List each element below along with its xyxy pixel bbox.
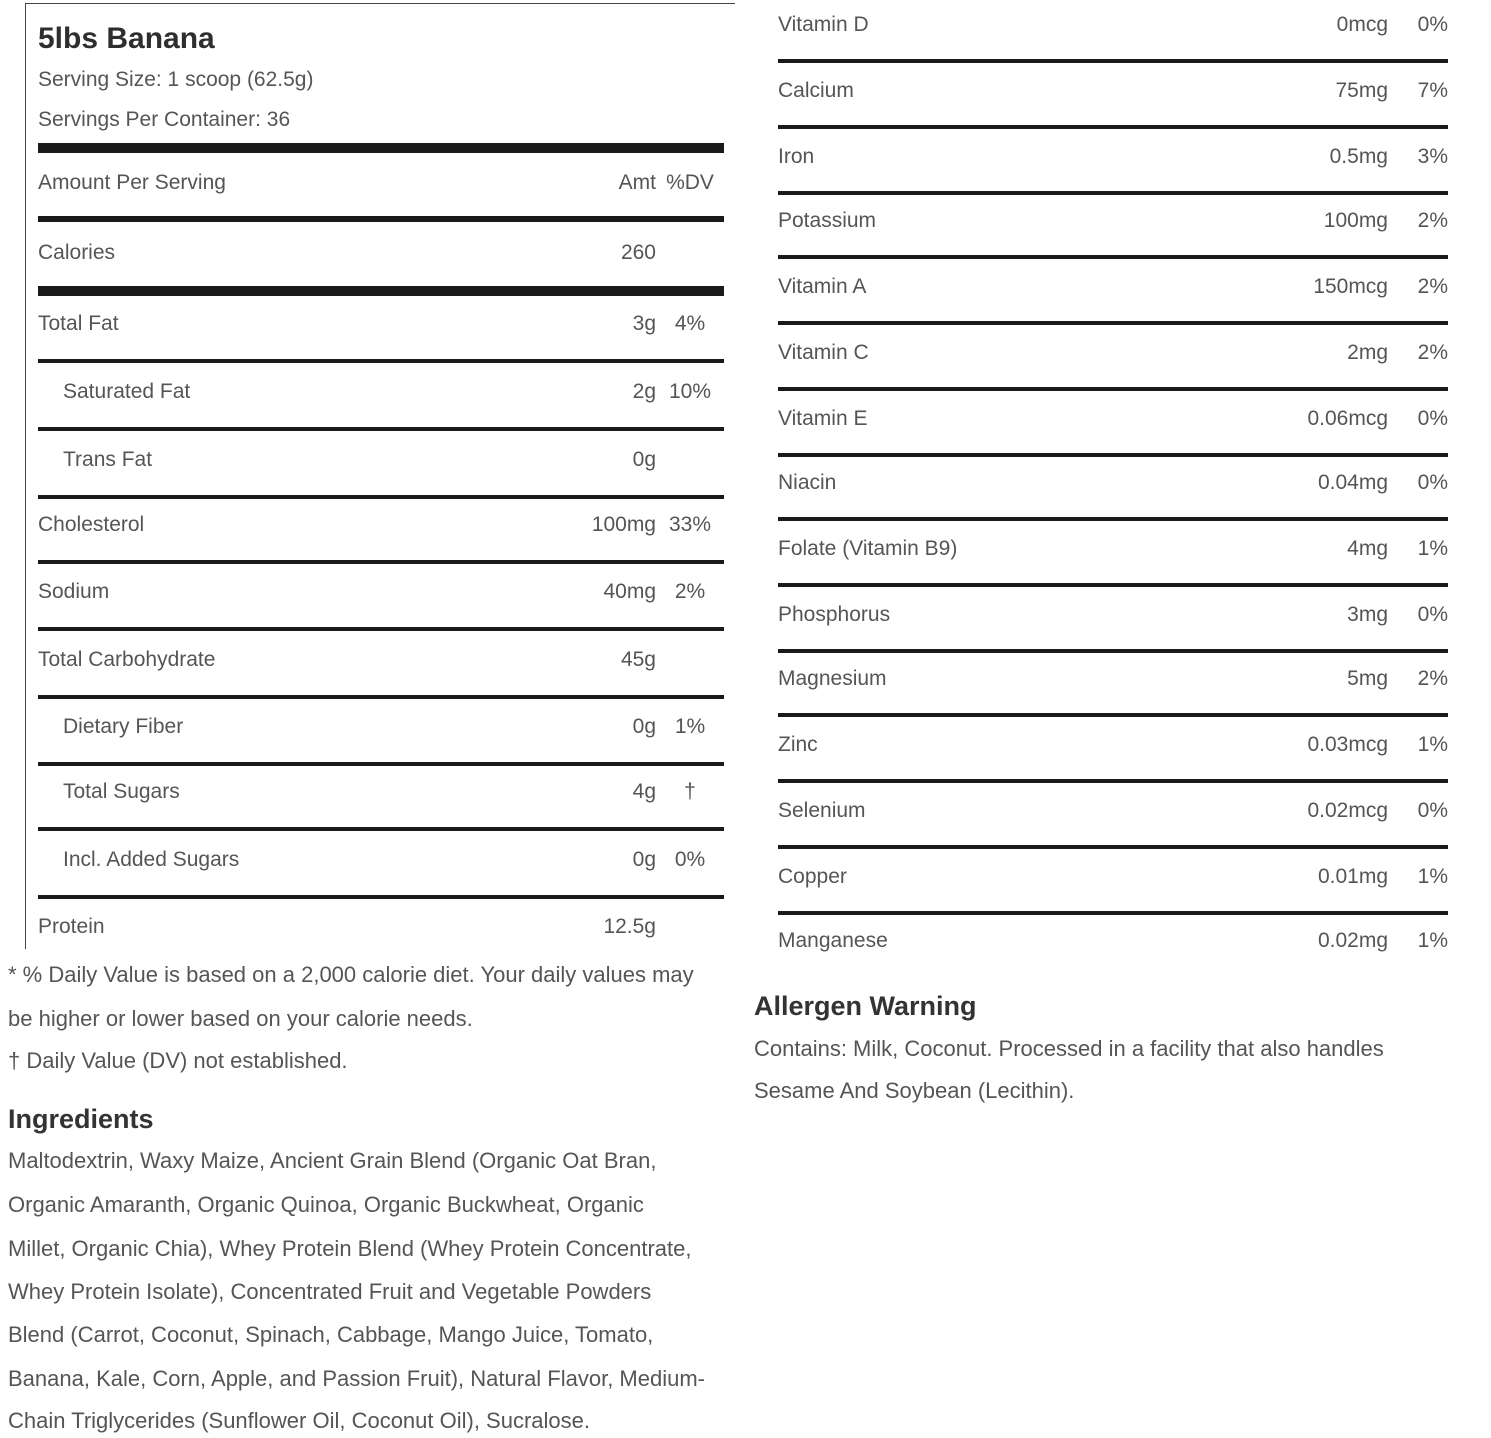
nutrient-daily-value: 33% [668, 513, 712, 536]
nutrient-amount: 12.5g [603, 915, 656, 938]
allergen-warning-title: Allergen Warning [754, 991, 977, 1021]
nutrient-amount: 0.06mcg [1307, 407, 1388, 430]
amount-per-serving-label: Amount Per Serving [38, 171, 226, 194]
nutrient-row [38, 912, 724, 942]
nutrient-row [778, 338, 1448, 368]
nutrient-row [778, 272, 1448, 302]
row-divider [38, 495, 724, 499]
row-divider [38, 695, 724, 699]
nutrient-label: Selenium [778, 799, 866, 822]
nutrient-row [778, 664, 1448, 694]
nutrient-row [778, 206, 1448, 236]
nutrient-daily-value: 0% [674, 848, 706, 871]
nutrient-daily-value: 0% [1417, 407, 1448, 430]
nutrient-amount: 0g [632, 448, 656, 471]
nutrient-amount: 100mg [591, 513, 656, 536]
row-divider [778, 713, 1448, 717]
nutrient-label: Trans Fat [63, 448, 153, 471]
nutrient-amount: 150mcg [1313, 275, 1388, 298]
nutrient-label: Saturated Fat [63, 380, 191, 403]
nutrient-amount: 0g [632, 715, 656, 738]
row-divider [778, 59, 1448, 63]
row-divider [38, 560, 724, 564]
row-divider [778, 453, 1448, 457]
ingredients-line: Chain Triglycerides (Sunflower Oil, Coconut Oil), Sucralose. [8, 1408, 591, 1433]
row-divider [778, 191, 1448, 195]
nutrient-daily-value: 0% [1417, 471, 1448, 494]
nutrient-label: Manganese [778, 929, 888, 952]
nutrient-row [778, 76, 1448, 106]
nutrient-daily-value: 3% [1417, 145, 1448, 168]
nutrient-amount: 75mg [1335, 79, 1388, 102]
nutrient-amount: 40mg [603, 580, 656, 603]
nutrient-daily-value: 2% [1417, 275, 1448, 298]
nutrient-amount: 3mg [1347, 603, 1388, 626]
nutrient-label: Iron [778, 145, 815, 168]
row-divider [38, 827, 724, 831]
row-divider [38, 895, 724, 899]
amt-header: Amt [618, 171, 656, 194]
footnote-dv-not-established: † Daily Value (DV) not established. [8, 1048, 348, 1073]
nutrient-amount: 0g [632, 848, 656, 871]
nutrient-daily-value: 2% [1417, 209, 1448, 232]
nutrient-amount: 45g [620, 648, 656, 671]
nutrient-label: Total Fat [38, 312, 119, 335]
nutrient-label: Magnesium [778, 667, 887, 690]
nutrient-label: Vitamin D [778, 13, 869, 36]
nutrient-row [38, 577, 724, 607]
nutrient-daily-value: 2% [1417, 667, 1448, 690]
nutrient-daily-value: 1% [674, 715, 706, 738]
nutrient-amount: 4g [632, 780, 656, 803]
row-divider [778, 583, 1448, 587]
nutrient-daily-value: 0% [1417, 799, 1448, 822]
nutrient-daily-value: 4% [674, 312, 706, 335]
nutrient-label: Zinc [778, 733, 818, 756]
ingredients-line: Millet, Organic Chia), Whey Protein Blend (Whey Protein Concentrate, [8, 1236, 692, 1261]
nutrient-row [778, 796, 1448, 826]
ingredients-line: Whey Protein Isolate), Concentrated Fruit and Vegetable Powders [8, 1279, 652, 1304]
calories-amount: 260 [620, 241, 656, 264]
nutrient-label: Potassium [778, 209, 877, 232]
allergen-line: Contains: Milk, Coconut. Processed in a facility that also handles [754, 1036, 1384, 1061]
nutrient-label: Phosphorus [778, 603, 891, 626]
serving-size: Serving Size: 1 scoop (62.5g) [38, 68, 314, 91]
medium-divider [38, 216, 724, 222]
row-divider [778, 321, 1448, 325]
ingredients-line: Banana, Kale, Corn, Apple, and Passion Fruit), Natural Flavor, Medium- [8, 1366, 706, 1391]
nutrient-amount: 2mg [1347, 341, 1388, 364]
amount-header-row [38, 168, 724, 198]
servings-per-container: Servings Per Container: 36 [38, 108, 291, 131]
nutrient-daily-value: 7% [1417, 79, 1448, 102]
footnote-daily-value: * % Daily Value is based on a 2,000 calorie diet. Your daily values may [8, 962, 694, 987]
nutrient-amount: 3g [632, 312, 656, 335]
row-divider [778, 125, 1448, 129]
calories-row [38, 238, 724, 268]
ingredients-line: Blend (Carrot, Coconut, Spinach, Cabbage, Mango Juice, Tomato, [8, 1322, 654, 1347]
nutrient-row [38, 712, 724, 742]
nutrient-label: Copper [778, 865, 847, 888]
thick-divider [38, 286, 724, 296]
nutrient-daily-value: 1% [1417, 929, 1448, 952]
row-divider [778, 255, 1448, 259]
nutrient-daily-value: 1% [1417, 865, 1448, 888]
nutrient-label: Cholesterol [38, 513, 145, 536]
row-divider [778, 779, 1448, 783]
nutrient-label: Dietary Fiber [63, 715, 184, 738]
row-divider [38, 427, 724, 431]
thick-divider [38, 143, 724, 153]
nutrient-amount: 0.01mg [1317, 865, 1388, 888]
nutrient-label: Total Carbohydrate [38, 648, 216, 671]
nutrient-daily-value: 2% [1417, 341, 1448, 364]
nutrient-daily-value: 0% [1417, 13, 1448, 36]
nutrient-row [778, 862, 1448, 892]
ingredients-line: Organic Amaranth, Organic Quinoa, Organic Buckwheat, Organic [8, 1192, 644, 1217]
nutrient-daily-value: 10% [668, 380, 712, 403]
nutrient-label: Total Sugars [63, 780, 180, 803]
nutrient-row [38, 845, 724, 875]
nutrient-row [38, 645, 724, 675]
nutrient-row [778, 534, 1448, 564]
nutrient-label: Calcium [778, 79, 854, 102]
row-divider [778, 845, 1448, 849]
nutrient-amount: 0.04mg [1317, 471, 1388, 494]
nutrient-amount: 4mg [1347, 537, 1388, 560]
nutrient-row [778, 10, 1448, 40]
row-divider [38, 359, 724, 363]
nutrient-label: Vitamin A [778, 275, 867, 298]
row-divider [38, 627, 724, 631]
nutrient-row [38, 309, 724, 339]
nutrient-row [778, 600, 1448, 630]
nutrient-row [38, 377, 724, 407]
nutrient-row [778, 404, 1448, 434]
nutrient-amount: 2g [632, 380, 656, 403]
ingredients-title: Ingredients [8, 1104, 154, 1134]
nutrient-amount: 0.03mcg [1307, 733, 1388, 756]
nutrient-daily-value: 1% [1417, 537, 1448, 560]
footnote-calorie-needs: be higher or lower based on your calorie needs. [8, 1006, 473, 1031]
nutrient-label: Vitamin E [778, 407, 868, 430]
row-divider [778, 517, 1448, 521]
ingredients-line: Maltodextrin, Waxy Maize, Ancient Grain Blend (Organic Oat Bran, [8, 1148, 657, 1173]
nutrient-amount: 0mcg [1336, 13, 1388, 36]
nutrient-amount: 0.02mcg [1307, 799, 1388, 822]
nutrient-label: Incl. Added Sugars [63, 848, 240, 871]
nutrient-row [38, 777, 724, 807]
nutrient-row [778, 468, 1448, 498]
nutrient-daily-value: † [684, 780, 696, 803]
nutrient-daily-value: 2% [674, 580, 706, 603]
row-divider [778, 911, 1448, 915]
nutrient-row [778, 142, 1448, 172]
nutrient-amount: 0.02mg [1317, 929, 1388, 952]
nutrient-amount: 100mg [1323, 209, 1388, 232]
nutrient-row [38, 445, 724, 475]
allergen-line: Sesame And Soybean (Lecithin). [754, 1078, 1075, 1103]
nutrient-row [778, 926, 1448, 956]
nutrient-label: Vitamin C [778, 341, 869, 364]
row-divider [778, 387, 1448, 391]
nutrient-row [38, 510, 724, 540]
nutrient-label: Niacin [778, 471, 837, 494]
product-title: 5lbs Banana [38, 22, 215, 55]
nutrient-daily-value: 1% [1417, 733, 1448, 756]
nutrient-row [778, 730, 1448, 760]
nutrient-amount: 0.5mg [1329, 145, 1388, 168]
nutrient-amount: 5mg [1347, 667, 1388, 690]
row-divider [38, 762, 724, 766]
nutrient-daily-value: 0% [1417, 603, 1448, 626]
row-divider [778, 649, 1448, 653]
nutrient-label: Folate (Vitamin B9) [778, 537, 958, 560]
nutrient-label: Sodium [38, 580, 110, 603]
calories-label: Calories [38, 241, 116, 264]
nutrient-label: Protein [38, 915, 105, 938]
dv-header: %DV [666, 171, 714, 194]
